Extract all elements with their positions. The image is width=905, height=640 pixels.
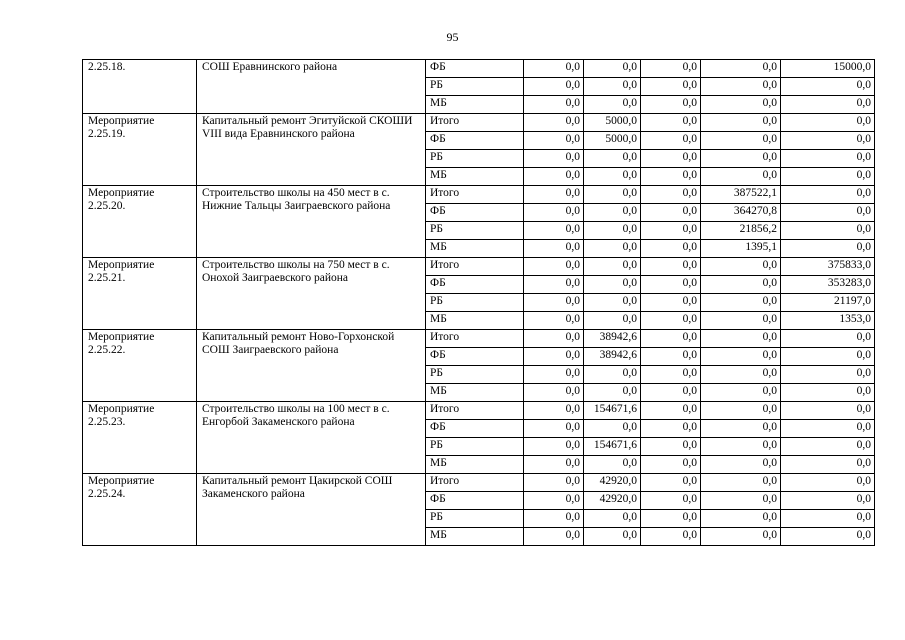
- value-cell: 5000,0: [584, 114, 641, 132]
- value-cell: 0,0: [701, 348, 781, 366]
- value-cell: 0,0: [781, 402, 875, 420]
- value-cell: 0,0: [701, 78, 781, 96]
- funding-source-cell: Итого: [426, 186, 524, 204]
- value-cell: 0,0: [701, 312, 781, 330]
- measure-name-cell: Строительство школы на 100 мест в с. Енгорбой Закаменского района: [197, 402, 426, 474]
- value-cell: 0,0: [701, 384, 781, 402]
- funding-source-cell: РБ: [426, 294, 524, 312]
- value-cell: 0,0: [641, 402, 701, 420]
- measure-cell: 2.25.18.: [83, 60, 197, 114]
- value-cell: 0,0: [701, 402, 781, 420]
- value-cell: 0,0: [641, 276, 701, 294]
- value-cell: 0,0: [781, 438, 875, 456]
- value-cell: 0,0: [641, 294, 701, 312]
- value-cell: 0,0: [524, 222, 584, 240]
- measure-name-cell: Капитальный ремонт Эгитуйской СКОШИ VIII вида Еравнинского района: [197, 114, 426, 186]
- funding-source-cell: МБ: [426, 456, 524, 474]
- value-cell: 38942,6: [584, 348, 641, 366]
- measure-cell: Мероприятие 2.25.23.: [83, 402, 197, 474]
- value-cell: 0,0: [781, 222, 875, 240]
- value-cell: 0,0: [781, 510, 875, 528]
- funding-source-cell: РБ: [426, 366, 524, 384]
- funding-source-cell: ФБ: [426, 276, 524, 294]
- value-cell: 375833,0: [781, 258, 875, 276]
- value-cell: 0,0: [781, 366, 875, 384]
- value-cell: 0,0: [781, 330, 875, 348]
- value-cell: 0,0: [641, 150, 701, 168]
- value-cell: 0,0: [524, 510, 584, 528]
- value-cell: 0,0: [701, 114, 781, 132]
- funding-source-cell: МБ: [426, 528, 524, 546]
- funding-source-cell: Итого: [426, 330, 524, 348]
- value-cell: 0,0: [641, 456, 701, 474]
- value-cell: 0,0: [584, 456, 641, 474]
- value-cell: 0,0: [584, 366, 641, 384]
- value-cell: 0,0: [641, 420, 701, 438]
- funding-source-cell: ФБ: [426, 492, 524, 510]
- value-cell: 0,0: [701, 456, 781, 474]
- value-cell: 154671,6: [584, 402, 641, 420]
- value-cell: 0,0: [584, 312, 641, 330]
- measure-cell: Мероприятие 2.25.20.: [83, 186, 197, 258]
- value-cell: 0,0: [584, 384, 641, 402]
- value-cell: 0,0: [524, 402, 584, 420]
- value-cell: 1395,1: [701, 240, 781, 258]
- measure-name-cell: Капитальный ремонт Ново-Горхонской СОШ Заиграевского района: [197, 330, 426, 402]
- measure-cell: Мероприятие 2.25.21.: [83, 258, 197, 330]
- value-cell: 0,0: [524, 348, 584, 366]
- value-cell: 0,0: [701, 366, 781, 384]
- value-cell: 0,0: [641, 132, 701, 150]
- funding-source-cell: Итого: [426, 402, 524, 420]
- value-cell: 0,0: [781, 492, 875, 510]
- value-cell: 0,0: [781, 240, 875, 258]
- value-cell: 0,0: [584, 204, 641, 222]
- funding-source-cell: Итого: [426, 258, 524, 276]
- measure-name-cell: СОШ Еравнинского района: [197, 60, 426, 114]
- value-cell: 0,0: [641, 348, 701, 366]
- funding-source-cell: ФБ: [426, 348, 524, 366]
- value-cell: 0,0: [641, 60, 701, 78]
- value-cell: 0,0: [584, 150, 641, 168]
- measure-cell: Мероприятие 2.25.19.: [83, 114, 197, 186]
- value-cell: 0,0: [584, 240, 641, 258]
- value-cell: 0,0: [584, 60, 641, 78]
- value-cell: 0,0: [701, 276, 781, 294]
- value-cell: 0,0: [584, 222, 641, 240]
- value-cell: 0,0: [641, 330, 701, 348]
- value-cell: 0,0: [524, 456, 584, 474]
- value-cell: 0,0: [641, 78, 701, 96]
- value-cell: 0,0: [641, 186, 701, 204]
- funding-source-cell: МБ: [426, 312, 524, 330]
- value-cell: 0,0: [701, 438, 781, 456]
- value-cell: 0,0: [701, 294, 781, 312]
- value-cell: 0,0: [781, 348, 875, 366]
- measure-cell: Мероприятие 2.25.22.: [83, 330, 197, 402]
- value-cell: 0,0: [701, 96, 781, 114]
- value-cell: 0,0: [524, 186, 584, 204]
- value-cell: 0,0: [641, 474, 701, 492]
- value-cell: 0,0: [524, 384, 584, 402]
- value-cell: 0,0: [781, 150, 875, 168]
- value-cell: 0,0: [701, 528, 781, 546]
- value-cell: 0,0: [781, 204, 875, 222]
- value-cell: 0,0: [584, 78, 641, 96]
- value-cell: 0,0: [584, 168, 641, 186]
- value-cell: 38942,6: [584, 330, 641, 348]
- value-cell: 0,0: [524, 132, 584, 150]
- table-row: [83, 474, 875, 492]
- value-cell: 0,0: [584, 276, 641, 294]
- value-cell: 0,0: [524, 276, 584, 294]
- value-cell: 0,0: [641, 438, 701, 456]
- value-cell: 0,0: [641, 384, 701, 402]
- budget-table: [82, 59, 875, 546]
- value-cell: 0,0: [641, 492, 701, 510]
- value-cell: 0,0: [524, 96, 584, 114]
- table-row: [83, 402, 875, 420]
- value-cell: 0,0: [781, 168, 875, 186]
- value-cell: 0,0: [524, 60, 584, 78]
- value-cell: 0,0: [524, 114, 584, 132]
- value-cell: 0,0: [524, 294, 584, 312]
- funding-source-cell: РБ: [426, 150, 524, 168]
- value-cell: 42920,0: [584, 474, 641, 492]
- value-cell: 0,0: [524, 78, 584, 96]
- value-cell: 0,0: [781, 114, 875, 132]
- value-cell: 0,0: [781, 186, 875, 204]
- table-row: [83, 186, 875, 204]
- funding-source-cell: МБ: [426, 96, 524, 114]
- table-row: [83, 60, 875, 78]
- value-cell: 0,0: [524, 528, 584, 546]
- value-cell: 1353,0: [781, 312, 875, 330]
- value-cell: 0,0: [524, 474, 584, 492]
- value-cell: 0,0: [701, 258, 781, 276]
- value-cell: 0,0: [641, 222, 701, 240]
- value-cell: 0,0: [584, 528, 641, 546]
- value-cell: 0,0: [524, 240, 584, 258]
- table-row: [83, 330, 875, 348]
- value-cell: 0,0: [781, 420, 875, 438]
- value-cell: 387522,1: [701, 186, 781, 204]
- value-cell: 21197,0: [781, 294, 875, 312]
- table-row: [83, 258, 875, 276]
- value-cell: 0,0: [781, 474, 875, 492]
- value-cell: 5000,0: [584, 132, 641, 150]
- value-cell: 0,0: [524, 420, 584, 438]
- funding-source-cell: РБ: [426, 510, 524, 528]
- value-cell: 0,0: [524, 330, 584, 348]
- value-cell: 0,0: [701, 60, 781, 78]
- value-cell: 0,0: [584, 510, 641, 528]
- value-cell: 0,0: [584, 96, 641, 114]
- value-cell: 0,0: [524, 204, 584, 222]
- value-cell: 0,0: [701, 474, 781, 492]
- value-cell: 0,0: [584, 258, 641, 276]
- value-cell: 0,0: [641, 240, 701, 258]
- funding-source-cell: ФБ: [426, 60, 524, 78]
- measure-cell: Мероприятие 2.25.24.: [83, 474, 197, 546]
- value-cell: 0,0: [701, 150, 781, 168]
- funding-source-cell: Итого: [426, 474, 524, 492]
- value-cell: 0,0: [641, 168, 701, 186]
- funding-source-cell: РБ: [426, 438, 524, 456]
- value-cell: 42920,0: [584, 492, 641, 510]
- value-cell: 0,0: [524, 438, 584, 456]
- value-cell: 154671,6: [584, 438, 641, 456]
- value-cell: 0,0: [524, 258, 584, 276]
- value-cell: 0,0: [641, 528, 701, 546]
- measure-name-cell: Капитальный ремонт Цакирской СОШ Закаменского района: [197, 474, 426, 546]
- measure-name-cell: Строительство школы на 750 мест в с. Онохой Заиграевского района: [197, 258, 426, 330]
- funding-source-cell: ФБ: [426, 204, 524, 222]
- value-cell: 0,0: [641, 258, 701, 276]
- value-cell: 0,0: [584, 420, 641, 438]
- value-cell: 0,0: [641, 510, 701, 528]
- value-cell: 0,0: [641, 114, 701, 132]
- funding-source-cell: МБ: [426, 168, 524, 186]
- value-cell: 0,0: [701, 420, 781, 438]
- funding-source-cell: ФБ: [426, 132, 524, 150]
- value-cell: 0,0: [524, 150, 584, 168]
- value-cell: 15000,0: [781, 60, 875, 78]
- funding-source-cell: МБ: [426, 240, 524, 258]
- value-cell: 0,0: [584, 294, 641, 312]
- funding-source-cell: Итого: [426, 114, 524, 132]
- value-cell: 0,0: [641, 312, 701, 330]
- value-cell: 0,0: [584, 186, 641, 204]
- value-cell: 0,0: [781, 132, 875, 150]
- value-cell: 0,0: [524, 168, 584, 186]
- funding-source-cell: МБ: [426, 384, 524, 402]
- value-cell: 0,0: [701, 132, 781, 150]
- value-cell: 0,0: [701, 492, 781, 510]
- value-cell: 353283,0: [781, 276, 875, 294]
- table-body: [83, 60, 875, 546]
- value-cell: 0,0: [781, 456, 875, 474]
- value-cell: 0,0: [524, 492, 584, 510]
- value-cell: 0,0: [701, 168, 781, 186]
- value-cell: 0,0: [641, 96, 701, 114]
- table-row: [83, 114, 875, 132]
- value-cell: 0,0: [701, 510, 781, 528]
- value-cell: 0,0: [781, 96, 875, 114]
- value-cell: 0,0: [781, 384, 875, 402]
- value-cell: 0,0: [781, 528, 875, 546]
- value-cell: 0,0: [781, 78, 875, 96]
- value-cell: 0,0: [701, 330, 781, 348]
- value-cell: 364270,8: [701, 204, 781, 222]
- value-cell: 0,0: [524, 366, 584, 384]
- value-cell: 0,0: [641, 204, 701, 222]
- value-cell: 0,0: [641, 366, 701, 384]
- value-cell: 21856,2: [701, 222, 781, 240]
- funding-source-cell: РБ: [426, 78, 524, 96]
- funding-source-cell: ФБ: [426, 420, 524, 438]
- value-cell: 0,0: [524, 312, 584, 330]
- page-number: 95: [446, 30, 459, 44]
- measure-name-cell: Строительство школы на 450 мест в с. Нижние Тальцы Заиграевского района: [197, 186, 426, 258]
- funding-source-cell: РБ: [426, 222, 524, 240]
